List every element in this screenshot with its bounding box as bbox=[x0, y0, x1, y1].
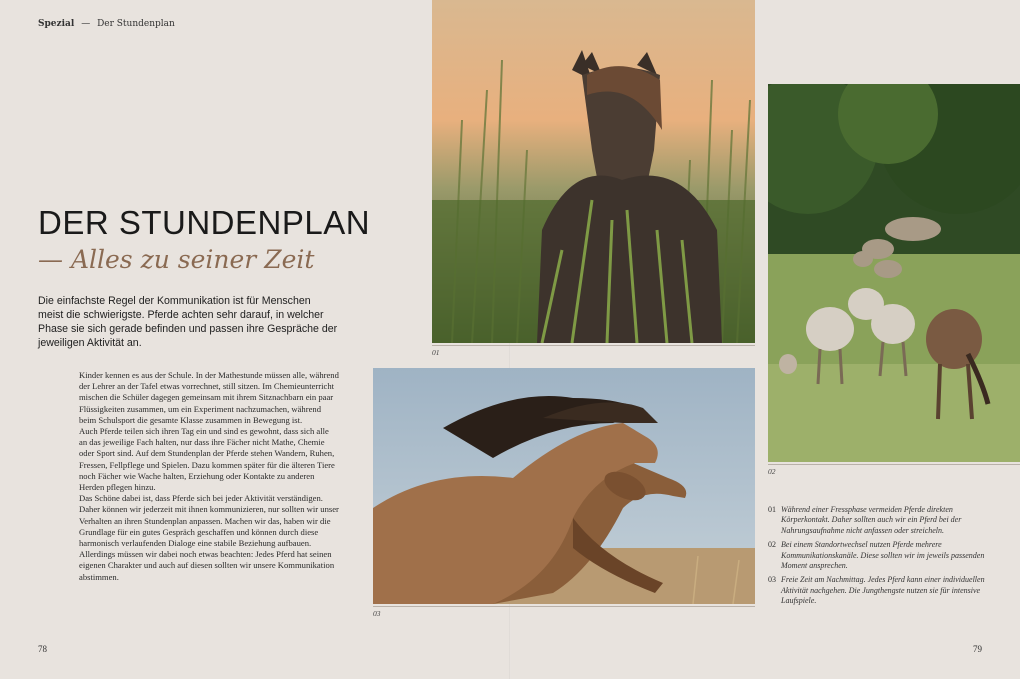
caption-number: 03 bbox=[768, 575, 776, 585]
caption-number: 01 bbox=[768, 505, 776, 514]
photo-number: 03 bbox=[373, 609, 381, 618]
page-number-left: 78 bbox=[38, 644, 47, 654]
caption-text: Freie Zeit am Nachmittag. Jedes Pferd kann einer individuellen Aktivität nachgehen. Die Jungthengste nutzen sie für intensive Laufspiele. bbox=[781, 575, 985, 606]
photo-rule bbox=[768, 464, 1020, 465]
photo-herd-meadow bbox=[768, 84, 1020, 462]
photo-number: 02 bbox=[768, 467, 776, 476]
caption-text: Während einer Fressphase vermeiden Pferde direkten Körperkontakt. Daher sollten auch wir ein Pferd bei der Nahrungsaufnahme nicht anfassen oder streicheln. bbox=[781, 505, 962, 535]
article-body bbox=[79, 370, 339, 583]
body-paragraph: Auch Pferde teilen sich ihren Tag ein und sind es gewohnt, dass sich alle an das jeweilige Fach halten, nur dass ihre Fächer nicht Mathe, Chemie oder Sport sind. Auf dem Stundenplan der Pferde stehen Wandern, Ruhen, Fressen, Fellpflege und Spielen. Dazu kommen später für die älteren Tiere noch Fächer wie Wache halten, Erziehung oder Kontakte zu anderen Herden pflegen hinzu. bbox=[79, 426, 335, 493]
photo-rule bbox=[432, 345, 755, 346]
photo-galloping-horses bbox=[373, 368, 755, 604]
caption-text: Bei einem Standortwechsel nutzen Pferde mehrere Kommunikationskanäle. Diese sollten wir im jeweils passenden Moment ansprechen. bbox=[781, 540, 985, 571]
running-header bbox=[38, 19, 175, 29]
body-paragraph: Das Schöne dabei ist, dass Pferde sich bei jeder Aktivität verständigen. Daher können wir jederzeit mit ihnen kommunizieren, nur sollten wir unser Verhalten an ihren Stundenplan anpassen. Machen wir das, haben wir die Grundlage für ein gutes Gespräch geschaffen und können durch diese harmonisch verlaufenden Dialoge eine stabile Beziehung aufbauen. Allerdings müssen wir dabei noch etwas beachten: Jedes Pferd hat seinen eigenen Charakter und auch auf diesen sollten wir unsere Kommunikation abstimmen. bbox=[79, 493, 339, 582]
page-number-right: 79 bbox=[973, 644, 982, 654]
photo-horse-in-grass bbox=[432, 0, 755, 343]
caption-item bbox=[768, 505, 986, 536]
caption-item bbox=[768, 540, 986, 571]
photo-captions bbox=[768, 505, 986, 611]
photo-number: 01 bbox=[432, 348, 440, 357]
header-topic: Der Stundenplan bbox=[97, 19, 175, 29]
caption-number: 02 bbox=[768, 540, 776, 550]
body-paragraph: Kinder kennen es aus der Schule. In der Mathestunde müssen alle, während der Lehrer an der Tafel etwas vorrechnet, still sitzen. Im Chemieunterricht mischen die Schüler dagegen gemeinsam mit ihrem Sitznachbarn ein paar Flüssigkeiten zusammen, um ein Experiment nachzumachen, während beim Schulsport die gesamte Klasse zusammen in Bewegung ist. bbox=[79, 370, 339, 425]
photo-rule bbox=[373, 606, 755, 607]
article-subtitle: — Alles zu seiner Zeit bbox=[38, 245, 315, 274]
caption-item bbox=[768, 575, 986, 606]
article-lead: Die einfachste Regel der Kommunikation ist für Menschen meist die schwierigste. Pferde achten sehr darauf, in welcher Phase sie sich gerade befinden und passen ihre Gespräche der jeweiligen Aktivität an. bbox=[38, 295, 338, 349]
header-separator: — bbox=[81, 19, 91, 29]
header-section: Spezial bbox=[38, 19, 75, 29]
article-title: DER STUNDENPLAN bbox=[38, 204, 371, 241]
